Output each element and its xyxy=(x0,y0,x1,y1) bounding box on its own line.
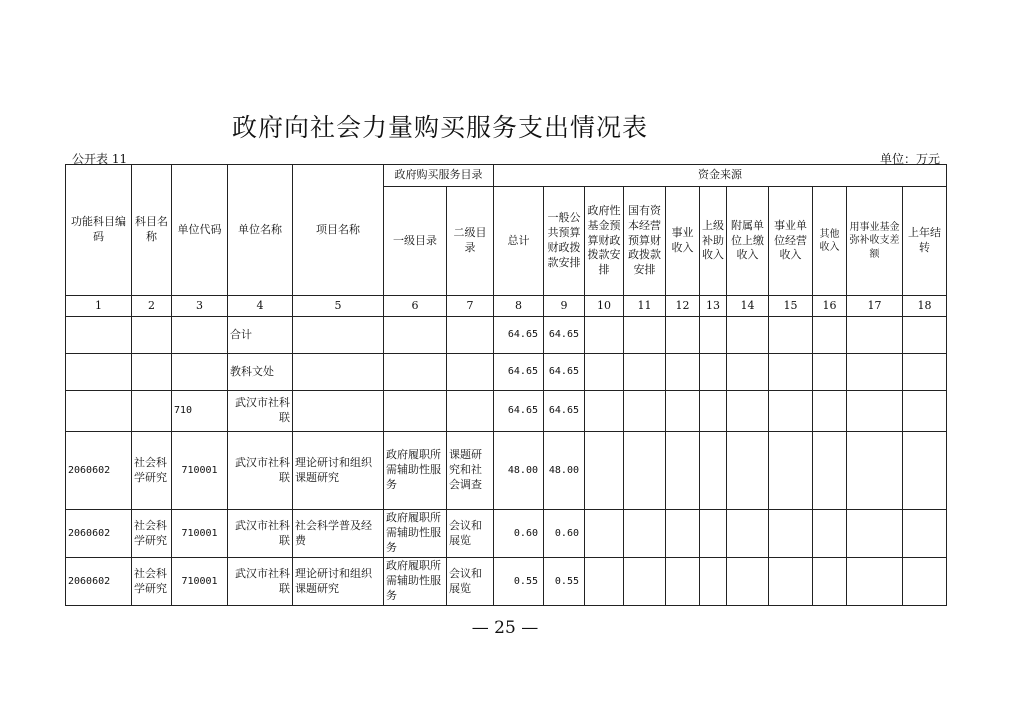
cell-general-budget: 48.00 xyxy=(544,432,585,510)
cell-total: 64.65 xyxy=(494,354,544,391)
table-row xyxy=(66,510,947,558)
col-no: 17 xyxy=(847,296,903,317)
col-no: 18 xyxy=(903,296,947,317)
cell-level1: 政府履职所需辅助性服务 xyxy=(384,432,447,510)
col-no: 14 xyxy=(727,296,769,317)
cell-unit-code: 710 xyxy=(172,391,228,432)
table-row xyxy=(66,558,947,606)
cell-level1 xyxy=(384,391,447,432)
header-fund-offset: 用事业基金弥补收支差额 xyxy=(847,187,903,296)
column-number-row xyxy=(66,296,947,317)
col-no: 13 xyxy=(700,296,727,317)
col-no: 1 xyxy=(66,296,132,317)
cell-func-code xyxy=(66,391,132,432)
cell-func-code xyxy=(66,354,132,391)
page-number: — 25 — xyxy=(471,618,539,638)
col-no: 7 xyxy=(447,296,494,317)
col-no: 8 xyxy=(494,296,544,317)
header-funding-group: 资金来源 xyxy=(494,165,947,187)
col-no: 15 xyxy=(769,296,813,317)
cell-unit-code: 710001 xyxy=(172,558,228,606)
cell-unit-code: 710001 xyxy=(172,510,228,558)
cell-total: 64.65 xyxy=(494,391,544,432)
header-unit-code: 单位代码 xyxy=(172,165,228,296)
table-row xyxy=(66,354,947,391)
col-no: 5 xyxy=(293,296,384,317)
cell-general-budget: 64.65 xyxy=(544,354,585,391)
header-catalog-group: 政府购买服务目录 xyxy=(384,165,494,187)
cell-subject xyxy=(132,317,172,354)
table-row xyxy=(66,317,947,354)
cell-project: 理论研讨和组织课题研究 xyxy=(293,558,384,606)
table-row xyxy=(66,432,947,510)
cell-level1: 政府履职所需辅助性服务 xyxy=(384,558,447,606)
cell-level2 xyxy=(447,317,494,354)
cell-general-budget: 0.60 xyxy=(544,510,585,558)
header-superior-subsidy: 上级补助收入 xyxy=(700,187,727,296)
header-total: 总计 xyxy=(494,187,544,296)
col-no: 6 xyxy=(384,296,447,317)
cell-project xyxy=(293,317,384,354)
cell-total: 0.55 xyxy=(494,558,544,606)
cell-func-code: 2060602 xyxy=(66,510,132,558)
cell-level2 xyxy=(447,391,494,432)
cell-level1: 政府履职所需辅助性服务 xyxy=(384,510,447,558)
cell-total: 48.00 xyxy=(494,432,544,510)
col-no: 4 xyxy=(228,296,293,317)
cell-general-budget: 0.55 xyxy=(544,558,585,606)
cell-func-code xyxy=(66,317,132,354)
cell-unit-code: 710001 xyxy=(172,432,228,510)
cell-level2: 会议和展览 xyxy=(447,510,494,558)
col-no: 11 xyxy=(624,296,666,317)
cell-subject: 社会科学研究 xyxy=(132,558,172,606)
cell-project: 理论研讨和组织课题研究 xyxy=(293,432,384,510)
cell-total: 64.65 xyxy=(494,317,544,354)
cell-subject xyxy=(132,354,172,391)
table-row xyxy=(66,391,947,432)
cell-unit-code xyxy=(172,317,228,354)
col-no: 3 xyxy=(172,296,228,317)
col-no: 2 xyxy=(132,296,172,317)
cell-unit-name: 武汉市社科联 xyxy=(228,391,293,432)
col-no: 12 xyxy=(666,296,700,317)
cell-subject: 社会科学研究 xyxy=(132,432,172,510)
header-carryover: 上年结转 xyxy=(903,187,947,296)
cell-unit-name: 武汉市社科联 xyxy=(228,432,293,510)
col-no: 10 xyxy=(585,296,624,317)
cell-project xyxy=(293,354,384,391)
header-affiliate-income: 附属单位上缴收入 xyxy=(727,187,769,296)
form-number: 公开表 11 xyxy=(72,152,128,166)
header-other-income: 其他收入 xyxy=(813,187,847,296)
expenditure-table xyxy=(65,164,947,606)
header-business-income: 事业收入 xyxy=(666,187,700,296)
cell-unit-name: 教科文处 xyxy=(228,354,293,391)
cell-unit-name: 合计 xyxy=(228,317,293,354)
header-level1: 一级目录 xyxy=(384,187,447,296)
cell-level2: 课题研究和社会调查 xyxy=(447,432,494,510)
cell-level1 xyxy=(384,354,447,391)
header-level2: 二级目录 xyxy=(447,187,494,296)
cell-general-budget: 64.65 xyxy=(544,317,585,354)
header-operating-income: 事业单位经营收入 xyxy=(769,187,813,296)
cell-func-code: 2060602 xyxy=(66,558,132,606)
cell-project: 社会科学普及经费 xyxy=(293,510,384,558)
cell-unit-name: 武汉市社科联 xyxy=(228,510,293,558)
cell-project xyxy=(293,391,384,432)
cell-subject xyxy=(132,391,172,432)
header-subject: 科目名称 xyxy=(132,165,172,296)
header-func-code: 功能科目编码 xyxy=(66,165,132,296)
cell-general-budget: 64.65 xyxy=(544,391,585,432)
header-row-group xyxy=(66,165,947,187)
col-no: 9 xyxy=(544,296,585,317)
page-title: 政府向社会力量购买服务支出情况表 xyxy=(231,113,648,142)
header-fund-budget: 政府性基金预算财政拨款安排 xyxy=(585,187,624,296)
col-no: 16 xyxy=(813,296,847,317)
header-general-budget: 一般公共预算财政拨款安排 xyxy=(544,187,585,296)
cell-level1 xyxy=(384,317,447,354)
header-state-capital: 国有资本经营预算财政拨款安排 xyxy=(624,187,666,296)
cell-level2: 会议和展览 xyxy=(447,558,494,606)
cell-total: 0.60 xyxy=(494,510,544,558)
cell-func-code: 2060602 xyxy=(66,432,132,510)
cell-unit-name: 武汉市社科联 xyxy=(228,558,293,606)
header-unit-name: 单位名称 xyxy=(228,165,293,296)
cell-subject: 社会科学研究 xyxy=(132,510,172,558)
cell-unit-code xyxy=(172,354,228,391)
header-project: 项目名称 xyxy=(293,165,384,296)
cell-level2 xyxy=(447,354,494,391)
unit-label: 单位：万元 xyxy=(880,152,941,166)
